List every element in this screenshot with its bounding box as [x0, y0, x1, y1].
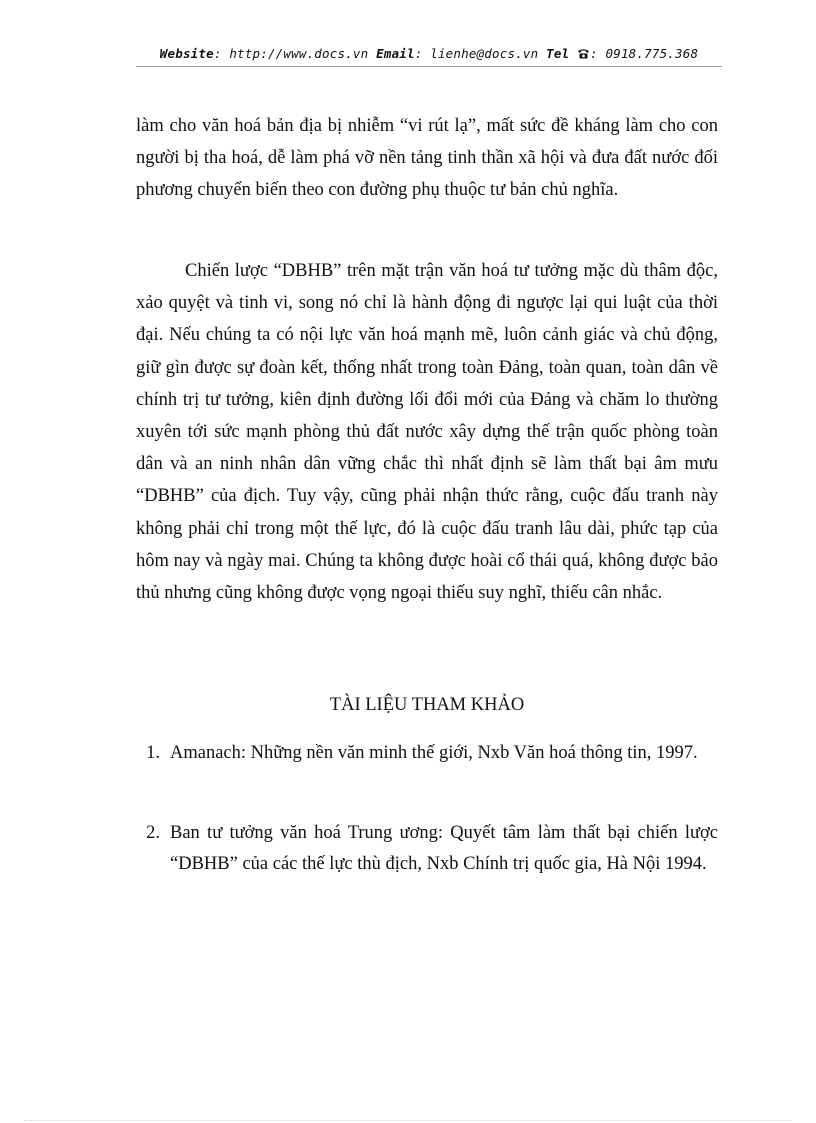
- reference-item-1: [136, 738, 718, 769]
- phone-icon: [577, 46, 590, 61]
- website-label: Website: [159, 46, 214, 61]
- reference-text: Ban tư tưởng văn hoá Trung ương: Quyết tâm làm thất bại chiến lược “DBHB” của các thế lực thù địch, Nxb Chính trị quốc gia, Hà Nội 1994.: [170, 823, 718, 874]
- reference-list: [136, 818, 718, 880]
- page-header: [136, 46, 722, 61]
- reference-text: Amanach: Những nền văn minh thế giới, Nxb Văn hoá thông tin, 1997.: [170, 743, 698, 763]
- body-paragraph-2: Chiến lược “DBHB” trên mặt trận văn hoá tư tưởng mặc dù thâm độc, xảo quyệt và tinh vi, song nó chỉ là hành động đi ngược lại qui luật của thời đại. Nếu chúng ta có nội lực văn hoá mạnh mẽ, luôn cảnh giác và chủ động, giữ gìn được sự đoàn kết, thống nhất trong toàn Đảng, toàn quan, toàn dân về chính trị tư tưởng, kiên định đường lối đổi mới của Đảng và chăm lo thường xuyên tới sức mạnh phòng thủ đất nước xây dựng thế trận quốc phòng toàn dân và an ninh nhân dân vững chắc thì nhất định sẽ làm thất bại âm mưu “DBHB” của địch. Tuy vậy, cũng phải nhận thức rằng, cuộc đấu tranh này không phải chỉ trong một thế lực, đó là cuộc đấu tranh lâu dài, phức tạp của hôm nay và ngày mai. Chúng ta không được hoài cổ thái quá, không được bảo thủ nhưng cũng không được vọng ngoại thiếu suy nghĩ, thiếu cân nhắc.: [136, 261, 718, 604]
- header-divider: [136, 66, 722, 67]
- reference-number: 2.: [146, 823, 160, 843]
- email-address: : lienhe@docs.vn: [414, 46, 539, 61]
- tel-label: Tel: [546, 46, 570, 61]
- phone-number: : 0918.775.368: [590, 46, 699, 61]
- reference-number: 1.: [146, 743, 160, 763]
- body-paragraph-1: làm cho văn hoá bản địa bị nhiễm “vi rút lạ”, mất sức đề kháng làm cho con người bị tha hoá, dễ làm phá vỡ nền tảng tinh thần xã hội và đưa đất nước đối phương chuyển biến theo con đường phụ thuộc tư bản chủ nghĩa.: [136, 116, 718, 201]
- email-label: Email: [376, 46, 415, 61]
- references-title: TÀI LIỆU THAM KHẢO: [329, 695, 525, 715]
- footer-divider: [24, 1120, 792, 1121]
- reference-item-2: [136, 818, 718, 880]
- reference-list: [136, 738, 718, 769]
- website-url: : http://www.docs.vn: [213, 46, 369, 61]
